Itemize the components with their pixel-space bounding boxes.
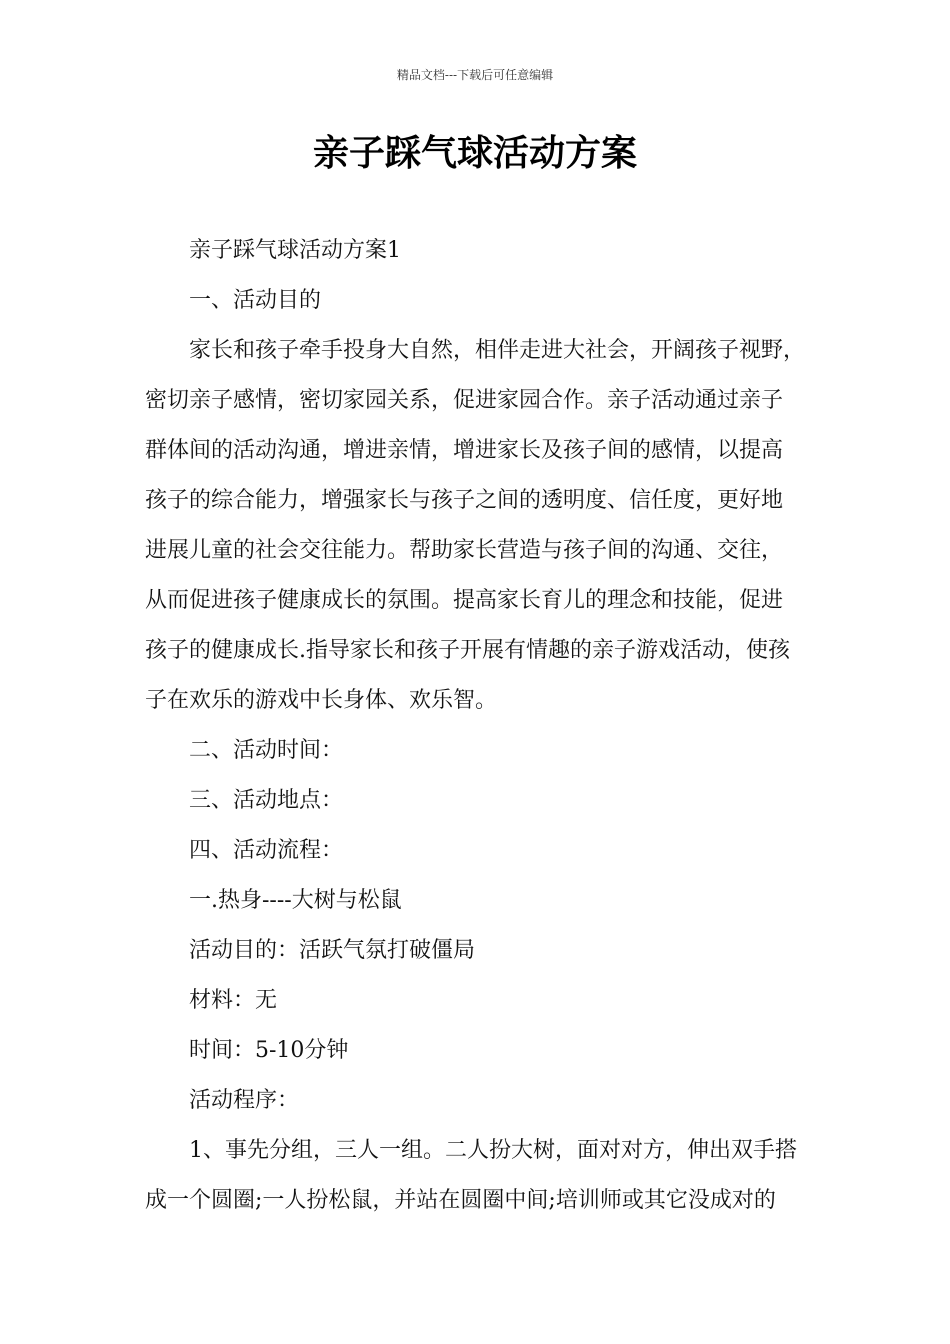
text-line: 二、活动时间： (189, 738, 344, 763)
text-line: 时间：5-10分钟 (189, 1038, 349, 1063)
text-line: 孩子的健康成长.指导家长和孩子开展有情趣的亲子游戏活动，使孩 (145, 638, 790, 663)
document-title: 亲子踩气球活动方案 (312, 132, 637, 174)
text-line: 一、活动目的 (189, 288, 322, 313)
text-line: 群体间的活动沟通，增进亲情，增进家长及孩子间的感情，以提高 (145, 438, 784, 463)
text-line: 成一个圆圈;一人扮松鼠，并站在圆圈中间;培训师或其它没成对的 (145, 1188, 776, 1213)
text-line: 进展儿童的社会交往能力。帮助家长营造与孩子间的沟通、交往， (145, 538, 784, 563)
text-line: 一.热身----大树与松鼠 (189, 888, 402, 913)
text-line: 密切亲子感情，密切家园关系，促进家园合作。亲子活动通过亲子 (145, 388, 784, 413)
text-line: 孩子的综合能力，增强家长与孩子之间的透明度、信任度，更好地 (145, 488, 784, 513)
text-line: 从而促进孩子健康成长的氛围。提高家长育儿的理念和技能，促进 (145, 588, 784, 613)
text-line: 四、活动流程： (189, 838, 344, 863)
text-line: 1、事先分组，三人一组。二人扮大树，面对对方，伸出双手搭 (189, 1138, 797, 1163)
document-body (145, 226, 810, 1226)
text-line: 材料：无 (189, 988, 278, 1013)
text-line: 活动目的：活跃气氛打破僵局 (189, 938, 476, 963)
text-line: 子在欢乐的游戏中长身体、欢乐智。 (145, 688, 498, 713)
text-line: 亲子踩气球活动方案1 (189, 238, 401, 263)
text-line: 活动程序： (189, 1088, 300, 1113)
text-line: 三、活动地点： (189, 788, 344, 813)
text-line: 家长和孩子牵手投身大自然，相伴走进大社会，开阔孩子视野， (189, 338, 806, 363)
header-note: 精品文档---下载后可任意编辑 (396, 68, 554, 82)
